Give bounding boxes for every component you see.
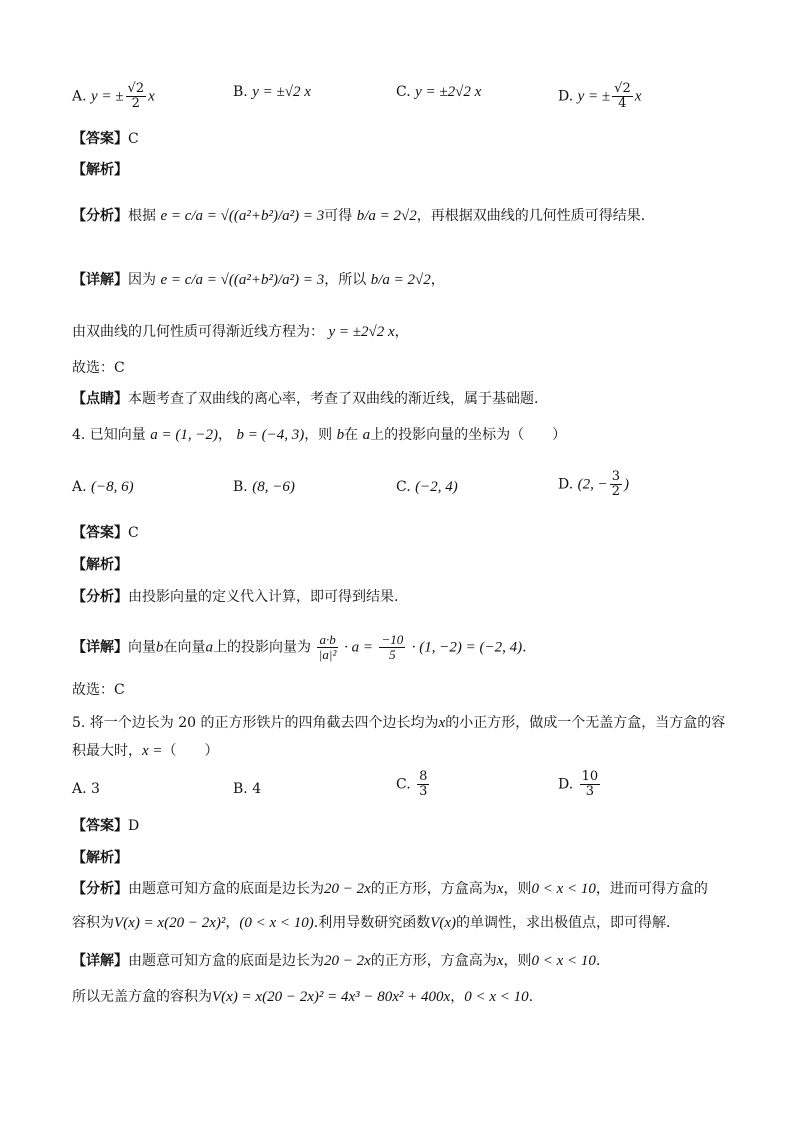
- fenxi-label: 【分析】: [72, 881, 128, 897]
- q4-stem: [72, 425, 566, 445]
- q5-jiexi: [72, 848, 128, 868]
- formula: V(x) = x(20 − 2x)²: [114, 915, 226, 931]
- text: 由投影向量的定义代入计算，即可得到结果.: [128, 589, 399, 605]
- text: 在向量: [163, 639, 206, 656]
- q3-option-b: [233, 82, 311, 102]
- q4-option-a: [72, 477, 134, 497]
- numerator: −10: [381, 632, 404, 647]
- numerator: 3: [611, 469, 621, 484]
- text: 在: [344, 427, 359, 443]
- option-letter: C.: [396, 479, 411, 495]
- formula: (0 < x < 10): [239, 915, 314, 931]
- formula: 0 < x < 10: [531, 953, 596, 969]
- q3-fenxi: [72, 206, 645, 226]
- formula: b: [336, 427, 345, 443]
- answer-value: C: [128, 525, 139, 541]
- fraction: [379, 633, 405, 662]
- option-letter: B.: [233, 479, 248, 495]
- option-expr: y = ±2√2 x: [415, 84, 482, 100]
- fraction: [126, 82, 147, 111]
- option-letter: A.: [72, 781, 87, 797]
- q5-option-b: [233, 779, 261, 799]
- formula: a: [362, 427, 371, 443]
- q3-guxuan: [72, 358, 125, 378]
- option-expr-end: ): [624, 476, 630, 493]
- formula: 20 − 2x: [324, 881, 371, 897]
- text: ，: [450, 989, 465, 1005]
- text: ，则: [304, 427, 333, 443]
- q5-stem-line1: [72, 713, 725, 733]
- text: ，所以: [324, 272, 367, 288]
- text: ，则: [503, 881, 532, 897]
- q3-xiangjie: [72, 270, 445, 290]
- text: 由题意可知方盒的底面是边长为: [128, 953, 324, 969]
- formula: V(x): [430, 915, 457, 931]
- formula: V(x) = x(20 − 2x)² = 4x³ − 80x² + 400x: [212, 989, 451, 1005]
- q3-option-d: [558, 82, 641, 111]
- option-letter: D.: [558, 476, 574, 493]
- fraction: [612, 82, 633, 111]
- jiexi-label: 【解析】: [72, 850, 128, 866]
- answer-label: 【答案】: [72, 131, 128, 147]
- formula: a: [205, 639, 213, 656]
- option-letter: A.: [72, 479, 87, 495]
- formula: x: [496, 881, 504, 897]
- q3-jiexi: [72, 160, 128, 180]
- q4-fenxi: [72, 587, 398, 607]
- formula: b: [156, 639, 164, 656]
- numerator: √2: [614, 81, 631, 96]
- text: 本题考查了双曲线的离心率，考查了双曲线的渐近线，属于基础题.: [128, 391, 539, 407]
- text: 故选：C: [72, 360, 125, 376]
- text: 由题意可知方盒的底面是边长为: [128, 881, 324, 897]
- text: ，: [218, 427, 232, 443]
- denominator: 3: [419, 784, 428, 799]
- denominator: 4: [618, 96, 627, 111]
- option-letter: D.: [558, 776, 574, 793]
- option-expr-end: x: [148, 88, 155, 105]
- xiangjie-label: 【详解】: [72, 953, 128, 969]
- q3-option-c: [396, 82, 481, 102]
- text: （ ）: [162, 743, 219, 759]
- text: 因为: [128, 272, 156, 288]
- formula: · a =: [344, 639, 374, 656]
- q5-option-a: [72, 779, 100, 799]
- text: ，进而可得方盒的: [595, 881, 708, 897]
- q5-fenxi-line1: [72, 879, 708, 899]
- q5-volume: [72, 987, 533, 1007]
- text: .: [528, 989, 534, 1005]
- formula: b/a = 2√2: [356, 208, 417, 224]
- numerator: √2: [127, 81, 145, 96]
- text: 上的投影向量的坐标为（ ）: [370, 427, 567, 443]
- fraction: [610, 470, 622, 499]
- option-expr: 4: [252, 781, 262, 797]
- option-expr-end: x: [634, 88, 642, 105]
- formula: 0 < x < 10: [531, 881, 596, 897]
- text: 故选：C: [72, 682, 125, 698]
- q3-answer: [72, 129, 139, 149]
- option-letter: B.: [233, 781, 248, 797]
- dianjing-label: 【点睛】: [72, 391, 128, 407]
- text: ，: [430, 272, 445, 288]
- text: 向量: [128, 639, 156, 656]
- q4-option-b: [233, 477, 295, 497]
- numerator: 8: [419, 769, 428, 784]
- jiexi-label: 【解析】: [72, 162, 128, 178]
- option-expr: y = ±: [577, 88, 611, 105]
- q4-guxuan: [72, 680, 125, 700]
- text: 的小正方形，做成一个无盖方盒，当方盒的容: [445, 715, 726, 731]
- formula: y = ±2√2 x: [328, 324, 395, 340]
- formula: 20 − 2x: [324, 953, 371, 969]
- q5-xiangjie: [72, 951, 600, 971]
- text: 4. 已知向量: [72, 427, 146, 443]
- text: ，: [394, 324, 409, 340]
- option-expr: (8, −6): [252, 479, 295, 495]
- option-expr: (2, −: [577, 476, 608, 493]
- denominator: 5: [389, 647, 396, 662]
- text: 根据: [128, 208, 156, 224]
- answer-label: 【答案】: [72, 818, 128, 834]
- denominator: |a|²: [318, 647, 337, 662]
- text: 的正方形，方盒高为: [370, 881, 497, 897]
- formula: x: [496, 953, 504, 969]
- denominator: 2: [611, 484, 621, 499]
- text: 上的投影向量为: [213, 639, 311, 656]
- text: 由双曲线的几何性质可得渐近线方程为：: [72, 324, 324, 340]
- text: .: [595, 953, 601, 969]
- option-expr: y = ±√2 x: [252, 84, 311, 100]
- text: .利用导数研究函数: [313, 915, 431, 931]
- text: 容积为: [72, 915, 114, 931]
- formula: x: [438, 715, 446, 731]
- numerator: 10: [581, 769, 599, 784]
- formula: a = (1, −2): [150, 427, 218, 443]
- answer-label: 【答案】: [72, 525, 128, 541]
- numerator: a·b: [319, 632, 336, 647]
- text: ，再根据双曲线的几何性质可得结果.: [416, 208, 646, 224]
- q4-xiangjie: [72, 633, 527, 662]
- q4-option-d: [558, 470, 629, 499]
- fenxi-label: 【分析】: [72, 208, 128, 224]
- xiangjie-label: 【详解】: [72, 639, 128, 656]
- option-expr: y = ±: [91, 88, 124, 105]
- text: 的单调性，求出极值点，即可得解.: [456, 915, 671, 931]
- text: 所以无盖方盒的容积为: [72, 989, 212, 1005]
- denominator: 3: [585, 784, 595, 799]
- q5-stem-line2: [72, 741, 219, 761]
- option-letter: C.: [396, 776, 411, 793]
- option-expr: (−2, 4): [415, 479, 458, 495]
- q4-option-c: [396, 477, 458, 497]
- text: .: [522, 639, 527, 656]
- option-letter: A.: [72, 88, 87, 105]
- text: 的正方形，方盒高为: [370, 953, 497, 969]
- xiangjie-label: 【详解】: [72, 272, 128, 288]
- q4-answer: [72, 523, 139, 543]
- text: ，: [225, 915, 240, 931]
- option-expr: (−8, 6): [91, 479, 134, 495]
- q4-jiexi: [72, 555, 128, 575]
- denominator: 2: [131, 96, 140, 111]
- answer-value: D: [128, 818, 140, 834]
- option-letter: B.: [233, 84, 248, 100]
- answer-value: C: [128, 131, 139, 147]
- formula: b/a = 2√2: [370, 272, 431, 288]
- q3-asymptote: [72, 322, 409, 342]
- fraction: [580, 770, 601, 799]
- formula: b = (−4, 3): [236, 427, 305, 443]
- option-expr: 3: [91, 781, 100, 797]
- text: ，则: [503, 953, 532, 969]
- fraction: [317, 633, 337, 662]
- text: 积最大时，: [72, 743, 142, 759]
- q5-answer: [72, 816, 139, 836]
- fenxi-label: 【分析】: [72, 589, 128, 605]
- text: 5. 将一个边长为 20 的正方形铁片的四角截去四个边长均为: [72, 715, 439, 731]
- option-letter: C.: [396, 84, 411, 100]
- jiexi-label: 【解析】: [72, 557, 128, 573]
- q5-option-c: [396, 770, 431, 799]
- text: 可得: [324, 208, 353, 224]
- formula: · (1, −2) = (−2, 4): [411, 639, 523, 656]
- q5-fenxi-line2: [72, 913, 670, 933]
- formula: e = c/a = √((a²+b²)/a²) = 3: [160, 272, 325, 288]
- formula: x =: [142, 743, 163, 759]
- q3-option-a: [72, 82, 155, 111]
- fraction: [417, 770, 429, 799]
- formula: 0 < x < 10: [464, 989, 529, 1005]
- q5-option-d: [558, 770, 602, 799]
- q3-dianjing: [72, 389, 538, 409]
- formula: e = c/a = √((a²+b²)/a²) = 3: [160, 208, 325, 224]
- option-letter: D.: [558, 88, 574, 105]
